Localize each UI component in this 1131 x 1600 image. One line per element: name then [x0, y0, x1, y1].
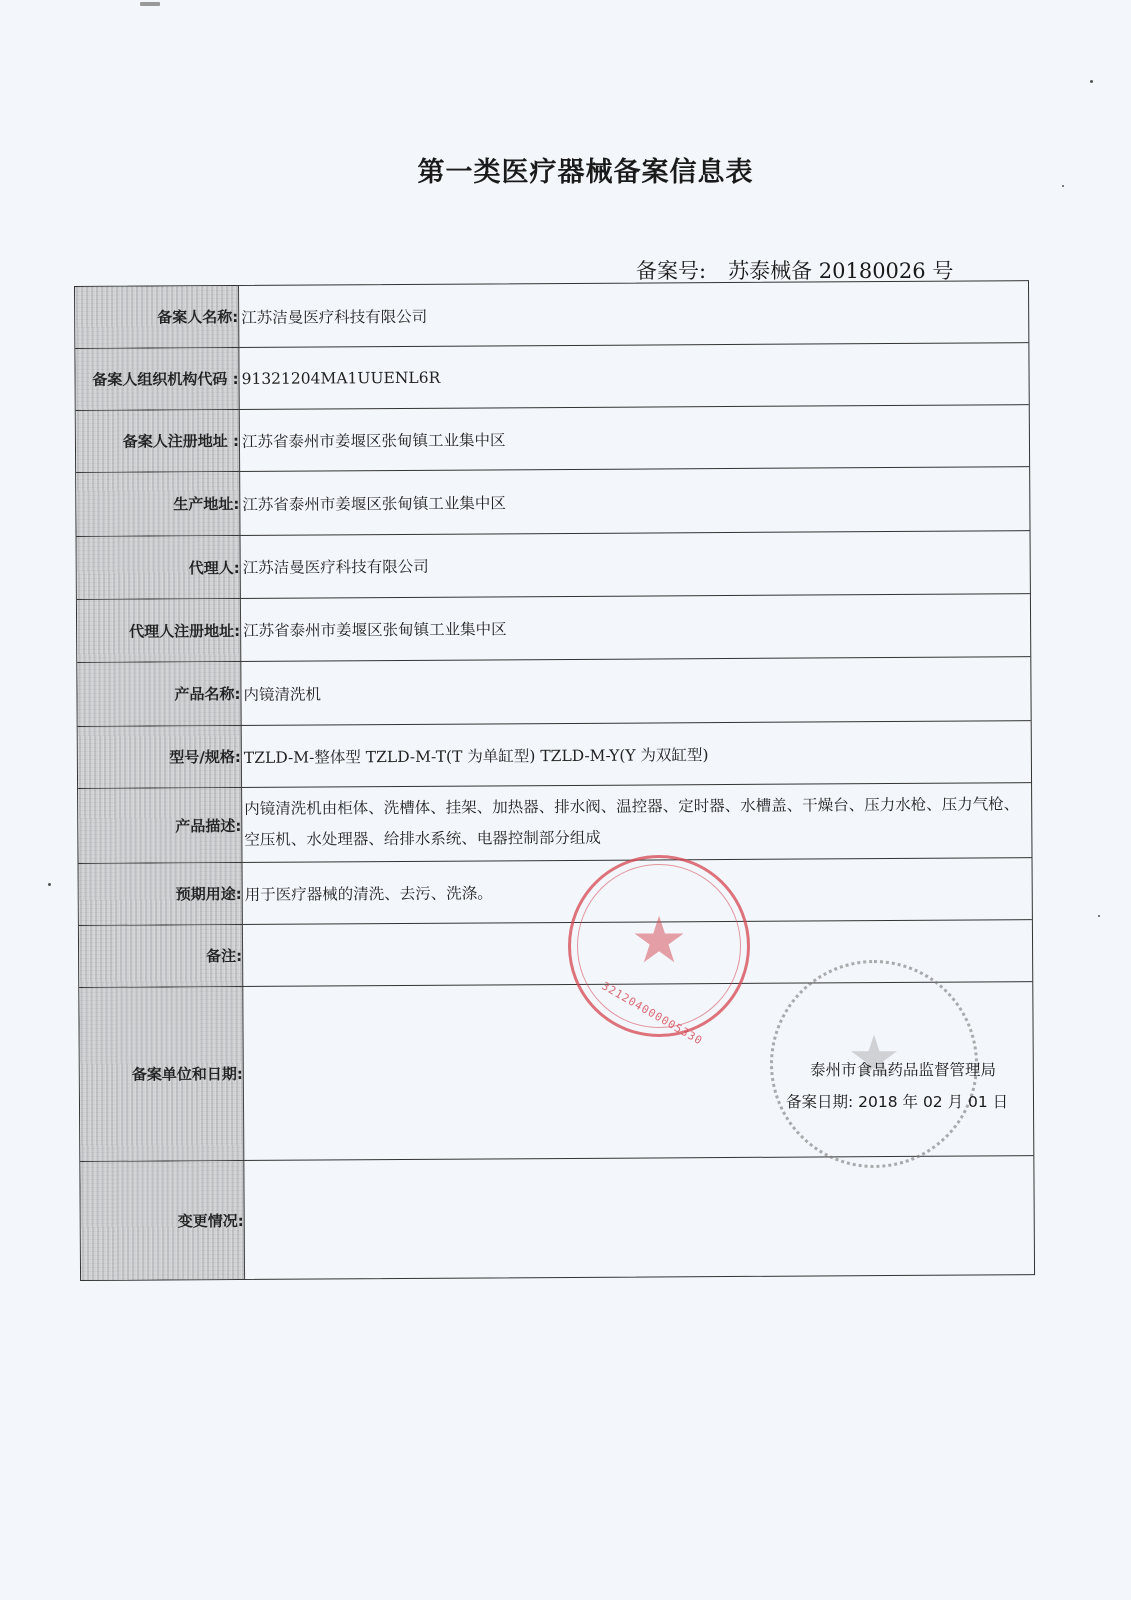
row-label: 产品名称: [77, 662, 241, 726]
row-label: 备案人名称: [75, 286, 239, 348]
page-title: 第一类医疗器械备案信息表 [417, 157, 754, 188]
row-value: 江苏省泰州市姜堰区张甸镇工业集中区 [243, 620, 507, 640]
row-filer-name [75, 281, 1028, 349]
row-value: 江苏洁曼医疗科技有限公司 [242, 557, 429, 577]
row-agent-address [77, 594, 1030, 663]
row-value: TZLD-M-整体型 TZLD-M-T(T 为单缸型) TZLD-M-Y(Y 为双缸型) [243, 745, 709, 767]
row-value: 江苏省泰州市姜堰区张甸镇工业集中区 [241, 430, 506, 451]
row-label: 备案单位和日期: [79, 987, 244, 1161]
row-value: 用于医疗器械的清洗、去污、洗涤。 [244, 883, 493, 904]
row-label: 型号/规格: [78, 726, 242, 788]
row-value: 内镜清洗机由柜体、洗槽体、挂架、加热器、排水阀、温控器、定时器、水槽盖、干燥台、压力水枪、压力气枪、空压机、水处理器、给排水系统、电器控制部分组成 [244, 795, 1020, 849]
row-label: 代理人注册地址: [77, 599, 241, 662]
row-label: 备案人组织机构代码 : [75, 348, 239, 410]
row-label: 代理人: [77, 536, 241, 599]
row-filer-address [76, 405, 1029, 473]
row-intended-use [79, 858, 1032, 926]
row-model-spec [78, 721, 1031, 789]
star-icon: ★ [630, 903, 688, 978]
row-value [243, 920, 1032, 986]
row-value: 91321204MA1UUENL6R [241, 368, 441, 388]
row-label: 变更情况: [80, 1161, 245, 1280]
row-remarks [79, 920, 1032, 988]
row-value: 江苏洁曼医疗科技有限公司 [241, 307, 428, 327]
scan-speck [48, 883, 51, 886]
record-number-label: 备案号: [636, 259, 707, 283]
row-product-description [78, 783, 1031, 864]
scan-speck [1090, 80, 1093, 83]
star-icon: ★ [847, 1023, 901, 1093]
filing-agency: 泰州市食品药品监督管理局 [810, 1061, 997, 1079]
record-number-value: 苏泰械备 20180026 号 [728, 259, 954, 283]
row-production-address [76, 467, 1029, 537]
row-org-code [75, 343, 1028, 411]
row-product-name [77, 657, 1030, 727]
scan-speck [140, 2, 160, 6]
filing-date: 备案日期: 2018 年 02 月 01 日 [786, 1093, 1009, 1111]
scan-speck [1062, 185, 1064, 187]
row-label: 备注: [79, 925, 243, 987]
row-label: 产品描述: [78, 788, 242, 863]
row-value: 江苏省泰州市姜堰区张甸镇工业集中区 [242, 493, 506, 514]
row-value [244, 1156, 1034, 1279]
filing-info-table [74, 280, 1035, 1281]
row-agent [77, 531, 1030, 600]
scan-speck [1098, 915, 1100, 917]
row-label: 生产地址: [76, 472, 240, 536]
row-label: 预期用途: [79, 863, 243, 925]
row-value: 内镜清洗机 [243, 684, 322, 704]
row-changes [80, 1156, 1034, 1280]
row-label: 备案人注册地址 : [76, 410, 240, 472]
seal-code: 321204000005330 [599, 979, 705, 1048]
